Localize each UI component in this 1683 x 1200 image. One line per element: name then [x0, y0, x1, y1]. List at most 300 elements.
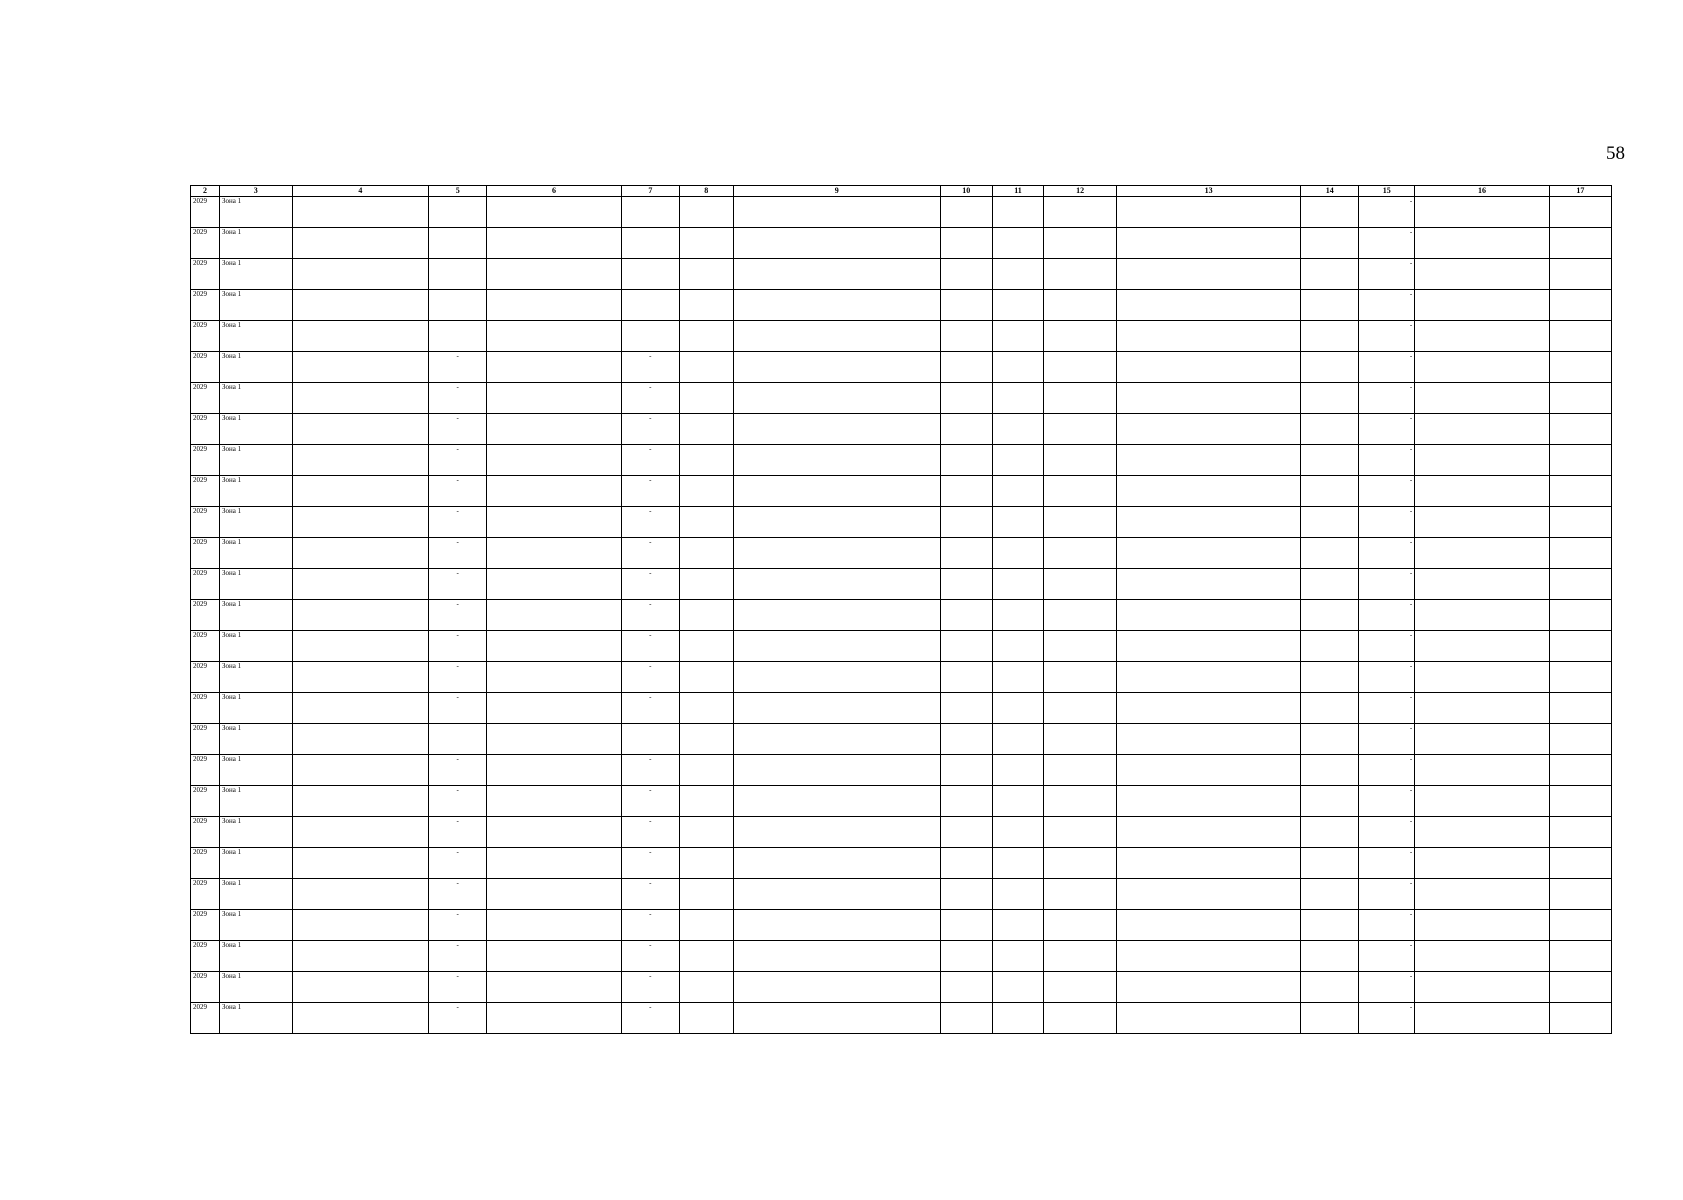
table-cell [679, 228, 733, 259]
table-cell [487, 1003, 622, 1034]
table-cell [487, 631, 622, 662]
table-cell: - [429, 507, 487, 538]
table-cell: - [429, 414, 487, 445]
column-header: 9 [733, 186, 940, 197]
table-cell [992, 352, 1044, 383]
table-cell: Зона 1 [220, 352, 293, 383]
table-cell [992, 538, 1044, 569]
table-cell [1549, 910, 1611, 941]
table-row [191, 290, 1612, 321]
table-cell: - [429, 600, 487, 631]
table-cell [1415, 228, 1550, 259]
table-cell [487, 228, 622, 259]
table-cell: - [1359, 631, 1415, 662]
table-cell [940, 290, 992, 321]
page-number: 58 [1606, 143, 1625, 164]
table-cell [1044, 538, 1117, 569]
table-cell [1415, 445, 1550, 476]
table-row [191, 259, 1612, 290]
table-cell [1549, 693, 1611, 724]
table-cell [1044, 817, 1117, 848]
table-cell: Зона 1 [220, 910, 293, 941]
table-row [191, 600, 1612, 631]
table-cell: - [429, 941, 487, 972]
table-cell [292, 755, 429, 786]
table-row [191, 197, 1612, 228]
table-cell [992, 879, 1044, 910]
table-cell [1044, 259, 1117, 290]
table-cell [621, 290, 679, 321]
table-cell: - [1359, 817, 1415, 848]
table-cell [679, 631, 733, 662]
table-cell [733, 941, 940, 972]
table-cell [1116, 476, 1300, 507]
table-cell [733, 817, 940, 848]
table-cell [992, 197, 1044, 228]
table-cell [1044, 631, 1117, 662]
table-cell: 2029 [191, 259, 220, 290]
table-cell [429, 228, 487, 259]
table-cell [992, 972, 1044, 1003]
table-cell [679, 414, 733, 445]
table-cell [487, 352, 622, 383]
table-cell [1549, 972, 1611, 1003]
table-cell: - [429, 352, 487, 383]
table-cell [1044, 476, 1117, 507]
table-cell [1301, 383, 1359, 414]
table-cell [1044, 879, 1117, 910]
table-cell: 2029 [191, 879, 220, 910]
table-cell: 2029 [191, 631, 220, 662]
table-cell [1415, 786, 1550, 817]
table-cell: - [429, 693, 487, 724]
table-cell [1415, 569, 1550, 600]
table-cell [1044, 786, 1117, 817]
table-cell [1116, 724, 1300, 755]
table-cell [487, 600, 622, 631]
table-cell [992, 848, 1044, 879]
table-cell [733, 414, 940, 445]
table-cell [292, 879, 429, 910]
table-cell [679, 693, 733, 724]
table-cell: Зона 1 [220, 228, 293, 259]
table-cell [292, 259, 429, 290]
table-cell [679, 817, 733, 848]
table-cell [1301, 538, 1359, 569]
table-cell [292, 600, 429, 631]
table-cell [1044, 290, 1117, 321]
table-cell [992, 631, 1044, 662]
table-cell: 2029 [191, 352, 220, 383]
table-cell [1301, 817, 1359, 848]
table-cell: Зона 1 [220, 290, 293, 321]
table-cell [487, 476, 622, 507]
table-cell [679, 383, 733, 414]
table-cell [992, 1003, 1044, 1034]
table-cell: - [1359, 1003, 1415, 1034]
table-body [191, 197, 1612, 1034]
table-cell [992, 259, 1044, 290]
table-cell [733, 662, 940, 693]
table-cell [1044, 724, 1117, 755]
table-cell [1549, 569, 1611, 600]
table-cell [679, 197, 733, 228]
table-cell [940, 476, 992, 507]
table-cell [992, 414, 1044, 445]
table-cell [679, 259, 733, 290]
table-cell [1415, 972, 1550, 1003]
table-cell [621, 724, 679, 755]
table-cell: - [1359, 259, 1415, 290]
table-cell [733, 321, 940, 352]
table-cell [429, 197, 487, 228]
table-cell [1415, 1003, 1550, 1034]
table-cell [733, 755, 940, 786]
table-cell [1044, 228, 1117, 259]
table-row [191, 569, 1612, 600]
table-cell [621, 228, 679, 259]
table-cell [992, 228, 1044, 259]
table-cell [992, 693, 1044, 724]
table-row [191, 1003, 1612, 1034]
table-cell [1116, 228, 1300, 259]
table-cell [679, 848, 733, 879]
table-cell: - [621, 972, 679, 1003]
column-header: 3 [220, 186, 293, 197]
table-cell [1116, 910, 1300, 941]
header-row [191, 186, 1612, 197]
table-cell [292, 817, 429, 848]
table-cell [1116, 972, 1300, 1003]
table-cell: Зона 1 [220, 1003, 293, 1034]
table-cell: - [1359, 972, 1415, 1003]
data-table [190, 185, 1612, 1034]
table-cell [733, 972, 940, 1003]
table-cell [940, 538, 992, 569]
table-cell: Зона 1 [220, 414, 293, 445]
column-header: 17 [1549, 186, 1611, 197]
table-cell [1301, 569, 1359, 600]
table-cell: - [429, 538, 487, 569]
table-cell [1044, 1003, 1117, 1034]
table-cell [1044, 197, 1117, 228]
table-cell: Зона 1 [220, 600, 293, 631]
table-cell [1549, 600, 1611, 631]
table-cell [1549, 724, 1611, 755]
table-cell: - [621, 879, 679, 910]
table-cell [1116, 817, 1300, 848]
table-cell [940, 414, 992, 445]
table-cell: - [621, 755, 679, 786]
table-cell [940, 445, 992, 476]
table-cell [1549, 941, 1611, 972]
table-cell: - [429, 817, 487, 848]
table-cell [621, 321, 679, 352]
table-cell [1044, 941, 1117, 972]
table-cell [1116, 693, 1300, 724]
table-cell [1044, 848, 1117, 879]
table-cell [1415, 476, 1550, 507]
table-cell [621, 259, 679, 290]
table-cell [1301, 941, 1359, 972]
table-cell [940, 600, 992, 631]
table-cell [1301, 1003, 1359, 1034]
table-row [191, 755, 1612, 786]
table-cell: Зона 1 [220, 848, 293, 879]
table-cell: - [621, 538, 679, 569]
table-cell: 2029 [191, 321, 220, 352]
table-cell [487, 910, 622, 941]
table-cell [733, 445, 940, 476]
table-row [191, 631, 1612, 662]
table-cell: Зона 1 [220, 755, 293, 786]
table-cell: Зона 1 [220, 631, 293, 662]
table-cell [1116, 414, 1300, 445]
table-row [191, 383, 1612, 414]
table-cell [1116, 786, 1300, 817]
table-cell [1116, 445, 1300, 476]
table-cell [429, 290, 487, 321]
table-row [191, 786, 1612, 817]
table-cell [1301, 352, 1359, 383]
table-cell [1415, 259, 1550, 290]
table-cell: 2029 [191, 383, 220, 414]
table-cell [733, 1003, 940, 1034]
table-cell: - [1359, 321, 1415, 352]
table-cell [1415, 693, 1550, 724]
table-cell [1301, 848, 1359, 879]
table-cell: - [429, 476, 487, 507]
table-cell [733, 352, 940, 383]
table-row [191, 879, 1612, 910]
table-cell [940, 786, 992, 817]
table-row [191, 724, 1612, 755]
table-cell: - [1359, 910, 1415, 941]
table-row [191, 445, 1612, 476]
table-cell [292, 662, 429, 693]
table-cell [1415, 879, 1550, 910]
table-cell: 2029 [191, 1003, 220, 1034]
table-cell [487, 569, 622, 600]
table-cell [733, 290, 940, 321]
table-cell [292, 321, 429, 352]
table-cell [1415, 321, 1550, 352]
table-cell [1116, 538, 1300, 569]
table-cell [1415, 290, 1550, 321]
table-cell: 2029 [191, 755, 220, 786]
table-cell: 2029 [191, 507, 220, 538]
table-cell: - [1359, 569, 1415, 600]
table-cell [992, 941, 1044, 972]
table-cell [1116, 569, 1300, 600]
table-row [191, 662, 1612, 693]
table-cell: 2029 [191, 569, 220, 600]
table-cell: Зона 1 [220, 538, 293, 569]
table-cell [1301, 662, 1359, 693]
table-cell [292, 383, 429, 414]
table-cell [992, 817, 1044, 848]
table-cell [733, 197, 940, 228]
column-header: 15 [1359, 186, 1415, 197]
table-cell [1044, 321, 1117, 352]
table-cell: - [429, 755, 487, 786]
table-cell: - [429, 910, 487, 941]
table-cell [292, 538, 429, 569]
table-cell [487, 662, 622, 693]
table-cell: - [621, 631, 679, 662]
table-cell [992, 724, 1044, 755]
table-cell [292, 445, 429, 476]
table-cell: 2029 [191, 972, 220, 1003]
table-cell [1549, 383, 1611, 414]
table-cell [1301, 507, 1359, 538]
table-cell [940, 352, 992, 383]
table-cell [1116, 1003, 1300, 1034]
table-cell [292, 228, 429, 259]
table-cell [940, 879, 992, 910]
table-cell: - [621, 941, 679, 972]
table-cell: - [1359, 507, 1415, 538]
table-cell [733, 879, 940, 910]
table-cell [1549, 290, 1611, 321]
table-cell: 2029 [191, 197, 220, 228]
table-cell: 2029 [191, 786, 220, 817]
table-cell: 2029 [191, 910, 220, 941]
table-cell: Зона 1 [220, 476, 293, 507]
table-cell [1415, 538, 1550, 569]
table-cell [992, 321, 1044, 352]
table-cell [487, 941, 622, 972]
table-cell [1415, 383, 1550, 414]
table-cell [1301, 600, 1359, 631]
table-cell: Зона 1 [220, 383, 293, 414]
table-cell [1549, 755, 1611, 786]
table-row [191, 972, 1612, 1003]
table-cell [1044, 910, 1117, 941]
table-cell [1301, 259, 1359, 290]
table-cell [1301, 445, 1359, 476]
table-cell [940, 1003, 992, 1034]
table-cell [1549, 197, 1611, 228]
table-cell: - [1359, 848, 1415, 879]
table-cell: - [1359, 228, 1415, 259]
table-cell: 2029 [191, 290, 220, 321]
table-cell [940, 972, 992, 1003]
table-cell [1044, 352, 1117, 383]
table-cell [679, 662, 733, 693]
table-cell [1549, 631, 1611, 662]
table-cell: - [429, 631, 487, 662]
table-cell [733, 507, 940, 538]
table-cell: - [621, 693, 679, 724]
table-cell [487, 755, 622, 786]
table-cell [1301, 290, 1359, 321]
table-cell [940, 507, 992, 538]
table-cell [1415, 662, 1550, 693]
table-cell [679, 569, 733, 600]
table-cell [1415, 941, 1550, 972]
column-header: 8 [679, 186, 733, 197]
table-cell [487, 290, 622, 321]
table-cell [679, 445, 733, 476]
table-cell [292, 972, 429, 1003]
table-cell [679, 972, 733, 1003]
table-cell [940, 848, 992, 879]
table-cell: - [429, 879, 487, 910]
table-cell [1415, 197, 1550, 228]
table-cell: 2029 [191, 476, 220, 507]
table-cell: - [1359, 755, 1415, 786]
table-cell [1116, 259, 1300, 290]
table-cell [292, 507, 429, 538]
table-cell [1301, 755, 1359, 786]
table-cell [940, 321, 992, 352]
table-cell [292, 290, 429, 321]
table-cell: 2029 [191, 228, 220, 259]
table-cell: 2029 [191, 445, 220, 476]
table-cell: Зона 1 [220, 259, 293, 290]
table-cell [292, 848, 429, 879]
table-cell [1301, 972, 1359, 1003]
table-cell: - [621, 1003, 679, 1034]
table-cell [487, 817, 622, 848]
table-cell [992, 383, 1044, 414]
table-cell: - [1359, 445, 1415, 476]
table-cell: - [1359, 290, 1415, 321]
table-cell [292, 352, 429, 383]
table-cell [1116, 879, 1300, 910]
table-cell [1415, 600, 1550, 631]
table-cell [1044, 569, 1117, 600]
table-cell: Зона 1 [220, 941, 293, 972]
table-cell: - [1359, 693, 1415, 724]
table-cell: 2029 [191, 941, 220, 972]
table-row [191, 817, 1612, 848]
table-cell [1116, 290, 1300, 321]
table-cell [429, 259, 487, 290]
table-cell: - [1359, 724, 1415, 755]
table-row [191, 848, 1612, 879]
column-header: 14 [1301, 186, 1359, 197]
table-cell [679, 352, 733, 383]
table-cell [1116, 755, 1300, 786]
table-cell: - [429, 445, 487, 476]
table-cell [992, 786, 1044, 817]
column-header: 4 [292, 186, 429, 197]
table-cell [1301, 724, 1359, 755]
table-cell [679, 941, 733, 972]
table-cell: - [1359, 197, 1415, 228]
table-row [191, 352, 1612, 383]
table-cell [992, 910, 1044, 941]
table-cell [487, 972, 622, 1003]
table-cell [940, 910, 992, 941]
table-cell [1415, 817, 1550, 848]
table-cell [1549, 414, 1611, 445]
table-cell [1116, 631, 1300, 662]
table-cell [1301, 476, 1359, 507]
table-cell: 2029 [191, 724, 220, 755]
table-cell [940, 724, 992, 755]
table-cell [992, 290, 1044, 321]
table-cell: - [621, 848, 679, 879]
table-row [191, 538, 1612, 569]
table-cell: - [621, 600, 679, 631]
table-cell [940, 941, 992, 972]
table-cell [733, 724, 940, 755]
table-cell [1415, 631, 1550, 662]
table-cell [1044, 507, 1117, 538]
